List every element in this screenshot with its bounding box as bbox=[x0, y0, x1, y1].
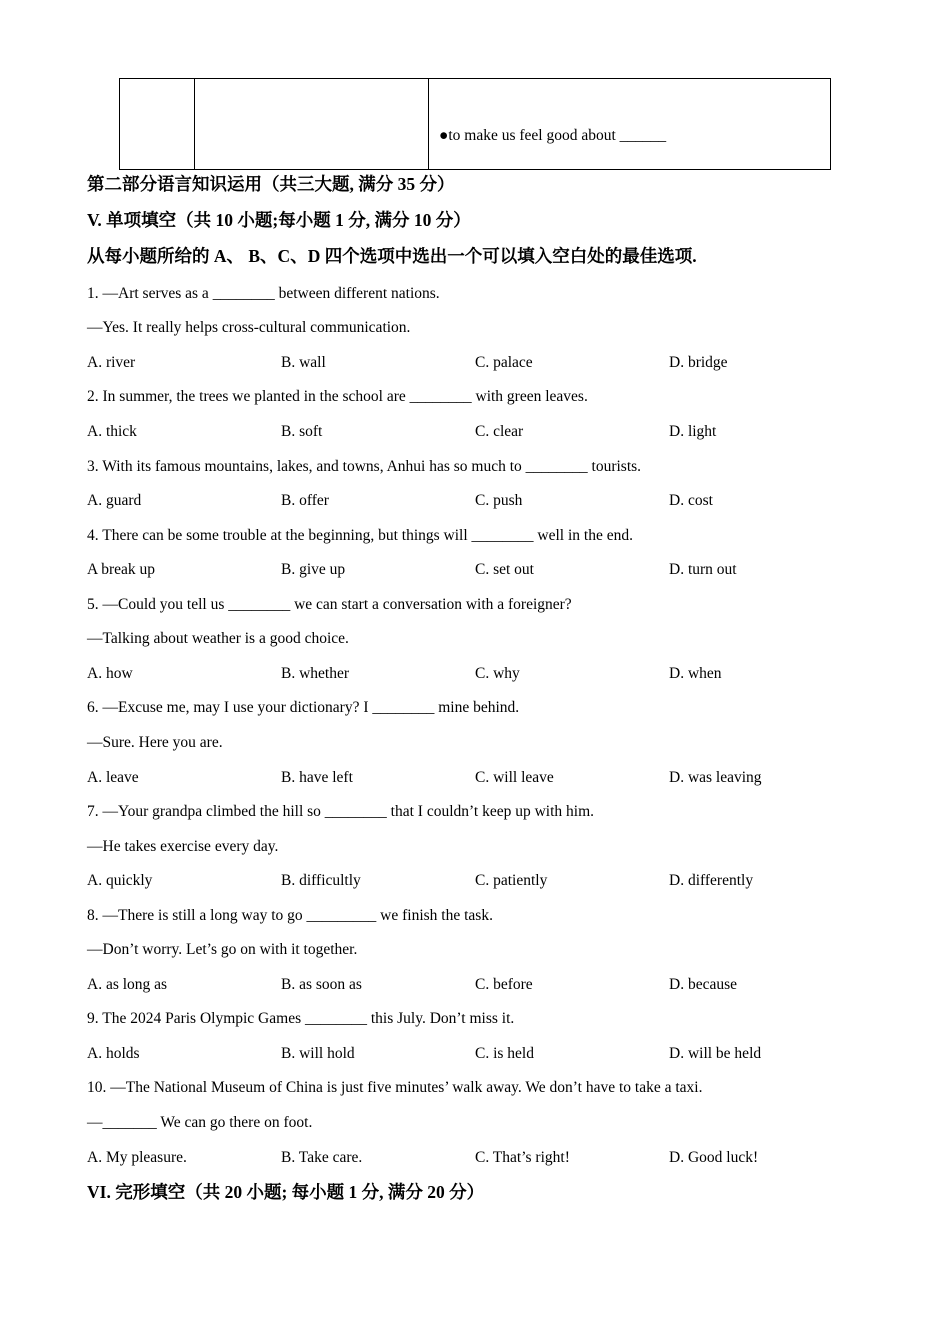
table-cell-3 bbox=[429, 79, 831, 170]
q5-option-c: C. why bbox=[475, 665, 520, 682]
q3-option-b: B. offer bbox=[281, 492, 329, 509]
question-3-stem: 3. With its famous mountains, lakes, and towns, Anhui has so much to ________ tourists. bbox=[87, 458, 642, 475]
question-1-reply: —Yes. It really helps cross-cultural communication. bbox=[87, 319, 411, 336]
q4-option-a: A break up bbox=[87, 561, 156, 578]
q7-option-a: A. quickly bbox=[87, 872, 153, 889]
q2-option-a: A. thick bbox=[87, 423, 137, 440]
question-7-stem: 7. —Your grandpa climbed the hill so ________ that I couldn’t keep up with him. bbox=[87, 803, 594, 820]
part2-title: 第二部分语言知识运用（共三大题, 满分 35 分） bbox=[87, 174, 455, 194]
q4-option-c: C. set out bbox=[475, 561, 534, 578]
q7-option-b: B. difficultly bbox=[281, 872, 361, 889]
q2-option-b: B. soft bbox=[281, 423, 323, 440]
question-7-reply: —He takes exercise every day. bbox=[87, 838, 279, 855]
question-6-reply: —Sure. Here you are. bbox=[87, 734, 223, 751]
q6-option-b: B. have left bbox=[281, 769, 353, 786]
question-5-stem: 5. —Could you tell us ________ we can start a conversation with a foreigner? bbox=[87, 596, 572, 613]
q4-option-d: D. turn out bbox=[669, 561, 737, 578]
q4-option-b: B. give up bbox=[281, 561, 346, 578]
question-9-stem: 9. The 2024 Paris Olympic Games ________ this July. Don’t miss it. bbox=[87, 1010, 515, 1027]
q8-option-c: C. before bbox=[475, 976, 533, 993]
q1-option-c: C. palace bbox=[475, 354, 533, 371]
q7-option-d: D. differently bbox=[669, 872, 754, 889]
question-4-stem: 4. There can be some trouble at the beginning, but things will ________ well in the end. bbox=[87, 527, 633, 544]
q8-option-b: B. as soon as bbox=[281, 976, 362, 993]
q10-option-b: B. Take care. bbox=[281, 1149, 363, 1166]
question-8-stem: 8. —There is still a long way to go _________ we finish the task. bbox=[87, 907, 493, 924]
q1-option-b: B. wall bbox=[281, 354, 326, 371]
question-10-reply: —_______ We can go there on foot. bbox=[87, 1114, 313, 1131]
q7-option-c: C. patiently bbox=[475, 872, 548, 889]
table-cell-2 bbox=[195, 79, 429, 170]
q9-option-d: D. will be held bbox=[669, 1045, 762, 1062]
q3-option-a: A. guard bbox=[87, 492, 142, 509]
question-5-reply: —Talking about weather is a good choice. bbox=[87, 630, 349, 647]
q9-option-b: B. will hold bbox=[281, 1045, 355, 1062]
q2-option-d: D. light bbox=[669, 423, 717, 440]
q10-option-a: A. My pleasure. bbox=[87, 1149, 187, 1166]
question-1-stem: 1. —Art serves as a ________ between different nations. bbox=[87, 285, 440, 302]
q5-option-b: B. whether bbox=[281, 665, 350, 682]
q5-option-d: D. when bbox=[669, 665, 722, 682]
q8-option-d: D. because bbox=[669, 976, 737, 993]
q3-option-d: D. cost bbox=[669, 492, 713, 509]
question-2-stem: 2. In summer, the trees we planted in the school are ________ with green leaves. bbox=[87, 388, 588, 405]
table-cell-1 bbox=[120, 79, 195, 170]
q9-option-c: C. is held bbox=[475, 1045, 534, 1062]
q6-option-a: A. leave bbox=[87, 769, 139, 786]
table-cell-text: ●to make us feel good about ______ bbox=[439, 127, 667, 144]
q2-option-c: C. clear bbox=[475, 423, 524, 440]
section6-title: VI. 完形填空（共 20 小题; 每小题 1 分, 满分 20 分） bbox=[87, 1182, 485, 1202]
q10-option-c: C. That’s right! bbox=[475, 1149, 570, 1166]
q6-option-d: D. was leaving bbox=[669, 769, 762, 786]
q10-option-d: D. Good luck! bbox=[669, 1149, 759, 1166]
question-10-stem: 10. —The National Museum of China is just five minutes’ walk away. We don’t have to take a taxi. bbox=[87, 1079, 703, 1096]
q8-option-a: A. as long as bbox=[87, 976, 168, 993]
q9-option-a: A. holds bbox=[87, 1045, 140, 1062]
q1-option-a: A. river bbox=[87, 354, 136, 371]
q1-option-d: D. bridge bbox=[669, 354, 728, 371]
answer-table bbox=[119, 78, 831, 170]
question-6-stem: 6. —Excuse me, may I use your dictionary? I ________ mine behind. bbox=[87, 699, 520, 716]
q5-option-a: A. how bbox=[87, 665, 133, 682]
q3-option-c: C. push bbox=[475, 492, 523, 509]
question-8-reply: —Don’t worry. Let’s go on with it together. bbox=[87, 941, 358, 958]
instruction: 从每小题所给的 A、 B、C、D 四个选项中选出一个可以填入空白处的最佳选项. bbox=[87, 246, 697, 266]
section5-title: V. 单项填空（共 10 小题;每小题 1 分, 满分 10 分） bbox=[87, 210, 471, 230]
q6-option-c: C. will leave bbox=[475, 769, 554, 786]
